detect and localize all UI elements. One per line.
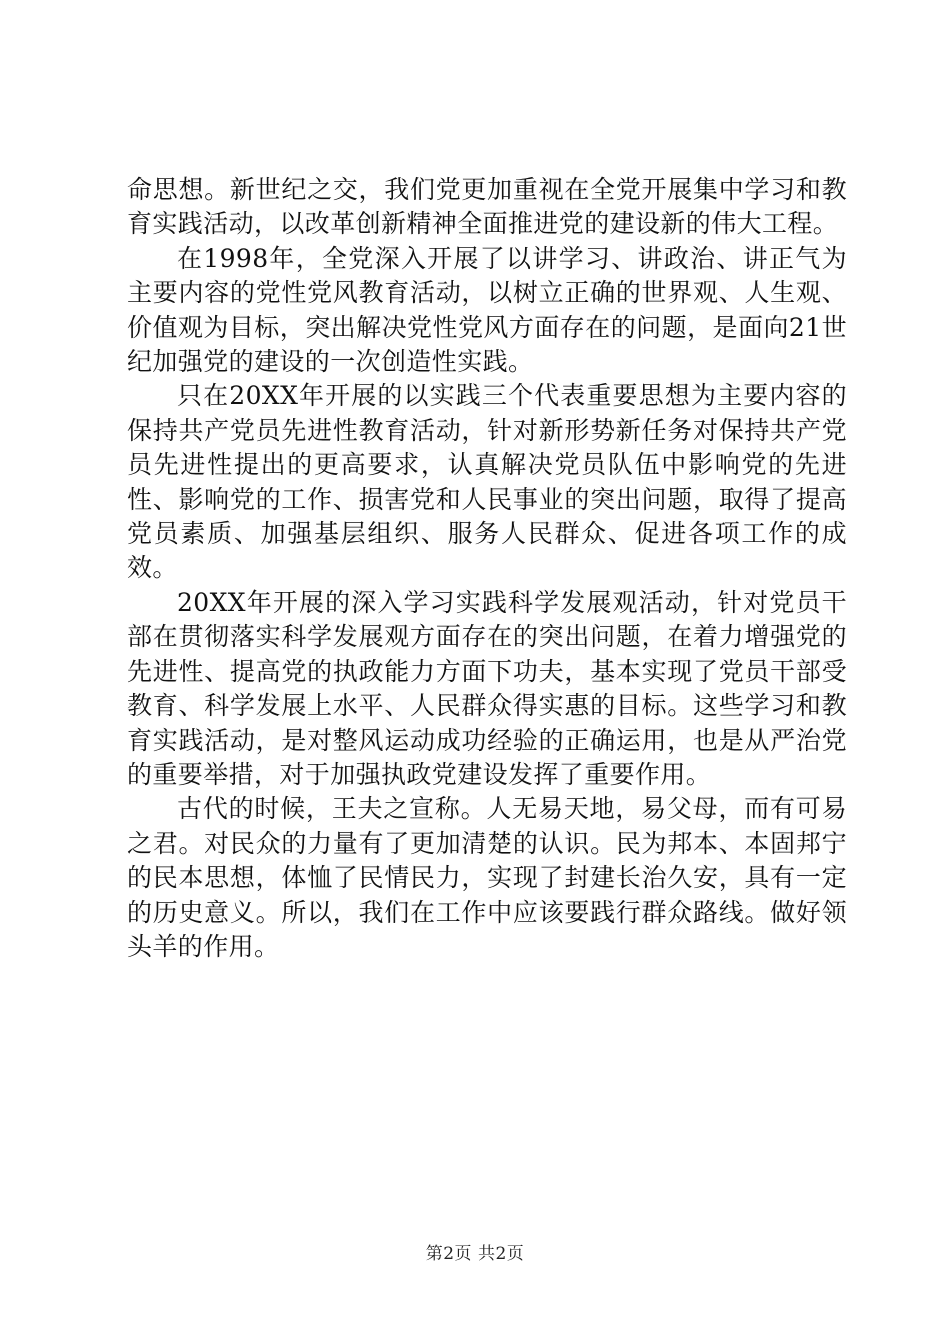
paragraph-advanced-nature-campaign: 只在20XX年开展的以实践三个代表重要思想为主要内容的保持共产党员先进性教育活动，针对新形势新任务对保持共产党员先进性提出的更高要求，认真解决党员队伍中影响党的先进性、影响党的工作、损害党和人民事业的突出问题，取得了提高党员素质、加强基层组织、服务人民群众、促进各项工作的成效。 [127, 381, 847, 583]
page-number-footer: 第2页 共2页 [425, 1244, 525, 1264]
paragraph-people-oriented-thought: 古代的时候，王夫之宣称。人无易天地，易父母，而有可易之君。对民众的力量有了更加清楚的认识。民为邦本、本固邦宁的民本思想，体恤了民情民力，实现了封建长治久安，具有一定的历史意义。所以，我们在工作中应该要践行群众路线。做好领头羊的作用。 [127, 794, 847, 961]
paragraph-1998-campaign: 在1998年，全党深入开展了以讲学习、讲政治、讲正气为主要内容的党性党风教育活动，以树立正确的世界观、人生观、价值观为目标，突出解决党性党风方面存在的问题，是面向21世纪加强党的建设的一次创造性实践。 [127, 243, 847, 377]
paragraph-continuation: 命思想。新世纪之交，我们党更加重视在全党开展集中学习和教育实践活动，以改革创新精神全面推进党的建设新的伟大工程。 [127, 175, 847, 239]
paragraph-scientific-development-campaign: 20XX年开展的深入学习实践科学发展观活动，针对党员干部在贯彻落实科学发展观方面存在的突出问题，在着力增强党的先进性、提高党的执政能力方面下功夫，基本实现了党员干部受教育、科学发展上水平、人民群众得实惠的目标。这些学习和教育实践活动，是对整风运动成功经验的正确运用，也是从严治党的重要举措，对于加强执政党建设发挥了重要作用。 [127, 587, 847, 789]
document-body [127, 173, 847, 964]
